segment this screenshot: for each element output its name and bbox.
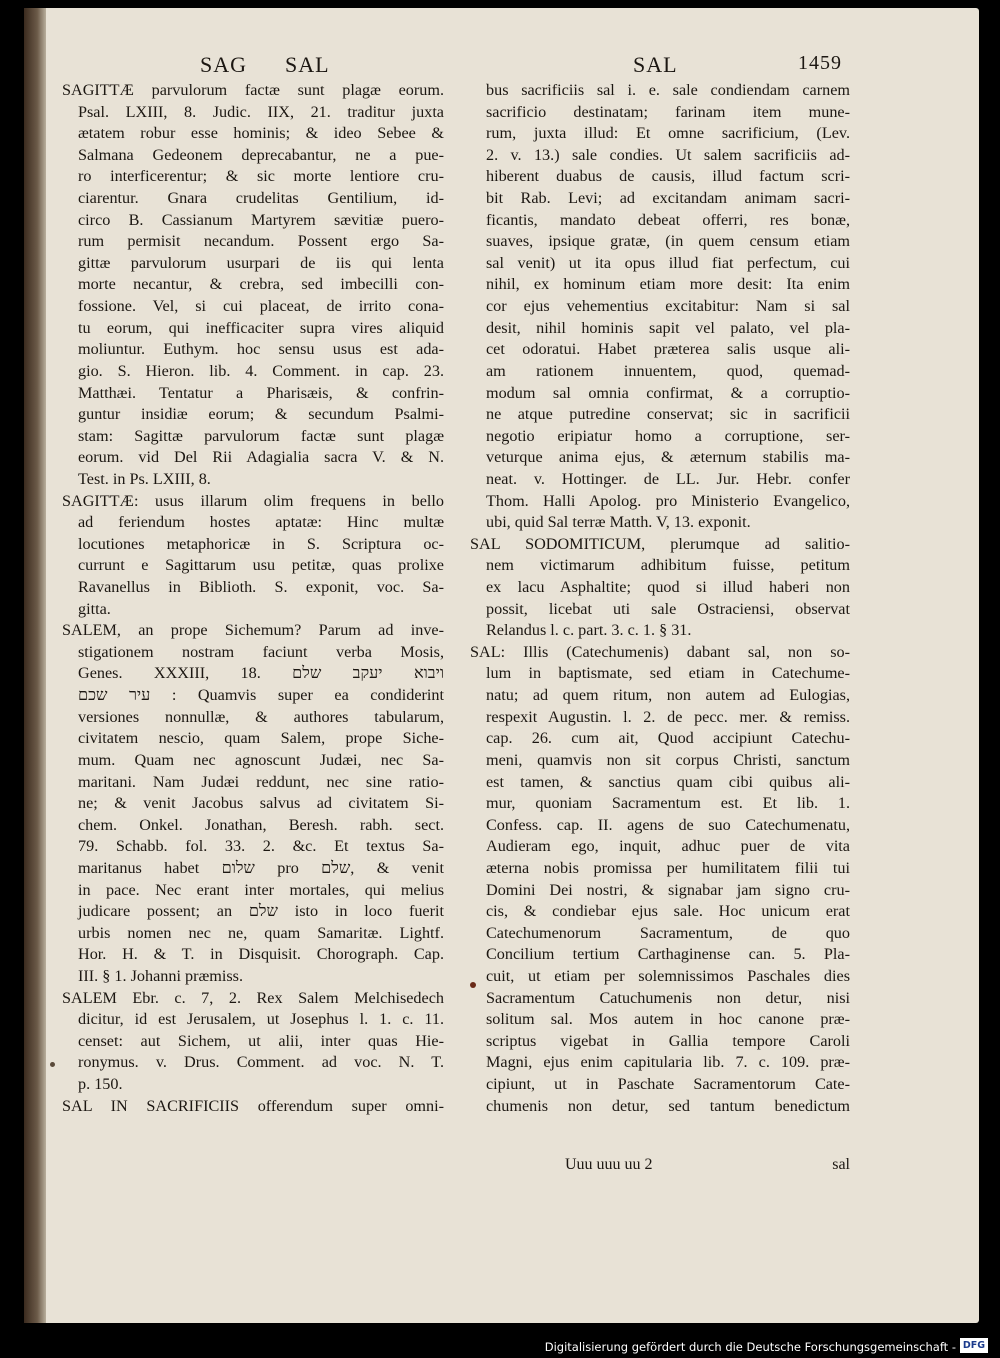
text-line: mum. Quam nec agnoscunt Judæi, nec Sa- <box>78 750 444 769</box>
text-line: sacrificio destinatam; farinam item mune- <box>486 102 850 121</box>
text-line: ronymus. v. Drus. Comment. ad voc. N. T. <box>78 1053 444 1072</box>
ink-blot <box>50 1062 55 1067</box>
catchword-row <box>565 1156 850 1178</box>
text-line: sal venit) ut ita opus illud fiat perfectum, cui <box>486 253 850 272</box>
text-line: scriptus vigebat in Gallia tempore Caroli <box>486 1031 850 1050</box>
footer-credit: Digitalisierung gefördert durch die Deutsche Forschungsgemeinschaft - <box>544 1340 956 1354</box>
text-line: Sacramentum Catuchumenis non detur, nisi <box>486 988 850 1007</box>
catchword: sal <box>832 1156 850 1173</box>
text-line: nihil, ex hominum etiam more desit: Ita enim <box>486 275 850 294</box>
text-line: nem victimarum adhibitum fuisse, petitum <box>486 556 850 575</box>
text-line: bus sacrificiis sal i. e. sale condiendam carnem <box>486 81 850 99</box>
text-line: ubi, quid Sal terræ Matth. V, 13. exponit. <box>486 513 751 532</box>
text-line: lum in baptismate, sed etiam in Catechume- <box>486 664 850 683</box>
entry-heading-line: SAL IN SACRIFICIIS offerendum super omni- <box>62 1096 444 1115</box>
text-line: Domini Dei nostri, & signabar jam signo cru- <box>486 880 850 899</box>
text-line: locutiones metaphoricæ in S. Scriptura oc- <box>78 534 444 553</box>
text-line: gitta. <box>78 599 111 618</box>
text-line: maritanus habet שלום pro שלם, & venit <box>78 858 444 877</box>
text-line: ne; & venit Jacobus salvus ad civitatem Si- <box>78 794 444 813</box>
running-head-right: SAL <box>633 52 678 77</box>
text-line: meni, quamvis non sit corpus Christi, sanctum <box>486 750 850 769</box>
text-line: dicitur, id est Jerusalem, ut Josephus l. 1. c. 11. <box>78 1010 444 1029</box>
text-line: modum sal omnia confirmat, & a corruptio- <box>486 383 850 402</box>
text-line: est tamen, & sanctius quam cibi quibus ali- <box>486 772 850 791</box>
text-line: ne atque putredine conservat; sic in sacrificii <box>486 405 850 424</box>
dfg-logo: DFG <box>960 1338 988 1353</box>
entry-heading-line: SAL: Illis (Catechumenis) dabant sal, non so- <box>470 642 850 661</box>
text-line: chumenis non detur, sed tantum benedictum <box>486 1096 850 1115</box>
text-line: negotio eripiatur homo a corruptione, ser- <box>486 426 850 445</box>
ink-blot <box>470 982 476 988</box>
text-line: cor ejus vehementius excitabitur: Nam si sal <box>486 297 850 316</box>
text-line: gittæ parvulorum usurpari de iis qui lenta <box>78 253 444 272</box>
text-line: Ravanellus in Biblioth. S. exponit, voc. Sa- <box>78 578 444 597</box>
entry-heading-line: SALEM Ebr. c. 7, 2. Rex Salem Melchisedech <box>62 988 444 1007</box>
text-line: stigationem nostram faciunt verba Mosis, <box>78 642 444 661</box>
text-line: 2. v. 13.) sale condies. Ut salem sacrificiis ad- <box>486 145 850 164</box>
entry-heading-line: SAGITTÆ parvulorum factæ sunt plagæ eorum. <box>62 81 444 99</box>
text-line: currunt e Sagittarum usu petitæ, quas prolixe <box>78 556 444 575</box>
text-line: ex lacu Asphaltite; quod si illud haberi non <box>486 578 850 597</box>
text-line: III. § 1. Johanni præmiss. <box>78 966 244 985</box>
text-line: ficantis, mandato debeat offerri, res bonæ, <box>486 210 850 229</box>
text-line: Hor. H. & T. in Disquisit. Chorograph. Cap. <box>78 945 444 964</box>
text-line: am rationem innuentem, quod, quemad- <box>486 361 850 380</box>
text-line: æterna nobis promissa per humilitatem filii tui <box>486 858 850 877</box>
text-line: suaves, ipsique gratæ, (in quem censum etiam <box>486 232 850 251</box>
text-line: Magni, ejus enim capitularia lib. 7. c. 109. præ- <box>486 1053 850 1072</box>
text-line: circo B. Cassianum Martyrem sævitiæ puero- <box>78 210 444 229</box>
text-line: fossione. Vel, si cui placeat, de irrito cona- <box>78 297 444 316</box>
text-line: guntur insidiæ eorum; & secundum Psalmi- <box>78 405 444 424</box>
text-line: ro interficerentur; & sic morte lentiore cru- <box>78 167 444 186</box>
text-line: respexit Augustin. l. 2. de pecc. mer. & remiss. <box>486 707 850 726</box>
text-line: Relandus l. c. part. 3. c. 1. § 31. <box>486 621 692 640</box>
text-line: Concilium tertium Carthaginense can. 5. Pla- <box>486 945 850 964</box>
text-line: Psal. LXIII, 8. Judic. IIX, 21. traditur juxta <box>78 102 444 121</box>
text-line: cuit, ut etiam per solemnissimos Paschales dies <box>486 966 850 985</box>
text-line: possit, licebat uti sale Ostraciensi, observat <box>486 599 850 618</box>
text-line: tu eorum, qui inefficaciter supra vires aliquid <box>78 318 444 337</box>
text-line: stam: Sagittæ parvulorum factæ sunt plagæ <box>78 426 444 445</box>
entry-heading-line: SAGITTÆ: usus illarum olim frequens in bello <box>62 491 444 510</box>
page-number: 1459 <box>798 52 842 74</box>
text-line: hiberent duabus de causis, illud factum scri- <box>486 167 850 186</box>
text-line: ciarentur. Gnara crudelitas Gentilium, id- <box>78 189 444 208</box>
text-line: mur, quoniam Sacramentum est. Et lib. 1. <box>486 794 850 813</box>
text-line: rum, juxta illud: Et omne sacrificium, (Lev. <box>486 124 850 143</box>
text-line: Genes. XXXIII, 18. ויבוא יעקב שלם <box>78 664 444 683</box>
running-head-left-2: SAL <box>285 52 330 77</box>
text-line: Thom. Halli Apolog. pro Ministerio Evangelico, <box>486 491 850 510</box>
text-line: Catechumenorum Sacramentum, de quo <box>486 923 850 942</box>
text-line: desit, nihil hominis sapit vel palato, vel pla- <box>486 318 850 337</box>
entry-heading-line: SAL SODOMITICUM, plerumque ad salitio- <box>470 534 850 553</box>
right-text-column <box>470 80 850 1117</box>
text-line: morte necantur, & crebra, sed imbecilli con- <box>78 275 444 294</box>
text-line: bit Rab. Levi; ad excitandam animam sacri- <box>486 189 850 208</box>
text-line: 79. Schabb. fol. 33. 2. &c. Et textus Sa- <box>78 837 444 856</box>
text-line: gio. S. Hieron. lib. 4. Comment. in cap. 23. <box>78 361 444 380</box>
left-text-column <box>62 80 444 1117</box>
page-gutter-shadow <box>24 8 46 1323</box>
text-line: in pace. Nec erant inter mortales, qui melius <box>78 880 444 899</box>
text-line: עיר שכם : Quamvis super ea condiderint <box>78 686 444 705</box>
text-line: rum permisit necandum. Possent ergo Sa- <box>78 232 444 251</box>
text-line: cet odoratui. Habet præterea salis usque ali- <box>486 340 850 359</box>
text-line: versiones nonnullæ, & authores tabularum, <box>78 707 444 726</box>
text-line: ad feriendum hostes aptatæ: Hinc multæ <box>78 513 444 532</box>
text-line: cis, & condiebar ejus sale. Hoc unicum erat <box>486 902 850 921</box>
text-line: chem. Onkel. Jonathan, Beresh. rabh. sect. <box>78 815 444 834</box>
text-line: neat. v. Hottinger. de LL. Jur. Hebr. confer <box>486 469 850 488</box>
text-line: moliuntur. Euthym. hoc sensu usus est ada- <box>78 340 444 359</box>
text-line: veturque anima ejus, & æternum stabilis ma- <box>486 448 850 467</box>
text-line: Test. in Ps. LXIII, 8. <box>78 469 211 488</box>
text-line: solitum sal. Mos autem in hoc canone præ- <box>486 1010 850 1029</box>
text-line: Matthæi. Tentatur a Pharisæis, & confrin- <box>78 383 444 402</box>
text-line: cap. 26. cum ait, Quod accipiunt Catechu- <box>486 729 850 748</box>
text-line: natu; ad quem ritum, non autem ad Eulogias, <box>486 686 850 705</box>
text-line: civitatem nescio, quam Salem, prope Siche- <box>78 729 444 748</box>
text-line: eorum. vid Del Rii Adagialia sacra V. & N. <box>78 448 444 467</box>
text-line: ætatem robur esse hominis; & ideo Sebee & <box>78 124 444 143</box>
text-line: maritani. Nam Judæi reddunt, nec sine ratio- <box>78 772 444 791</box>
running-head-left: SAG <box>200 52 248 77</box>
text-line: p. 150. <box>78 1075 123 1094</box>
entry-heading-line: SALEM, an prope Sichemum? Parum ad inve- <box>62 621 444 640</box>
text-line: Salmana Gedeonem deprecabantur, ne a pue- <box>78 145 444 164</box>
text-line: Confess. cap. II. agens de suo Catechumenatu, <box>486 815 850 834</box>
text-line: Audieram ego, inquit, adhuc puer de vita <box>486 837 850 856</box>
text-line: censet: aut Sichem, ut alii, inter quas Hie- <box>78 1031 444 1050</box>
text-line: judicare possent; an שלם isto in loco fuerit <box>78 902 444 921</box>
signature-mark: Uuu uuu uu 2 <box>565 1156 653 1173</box>
text-line: cipiunt, ut in Paschate Sacramentorum Cate- <box>486 1075 850 1094</box>
text-line: urbis nomen nec ne, quam Samaritæ. Lightf. <box>78 923 444 942</box>
